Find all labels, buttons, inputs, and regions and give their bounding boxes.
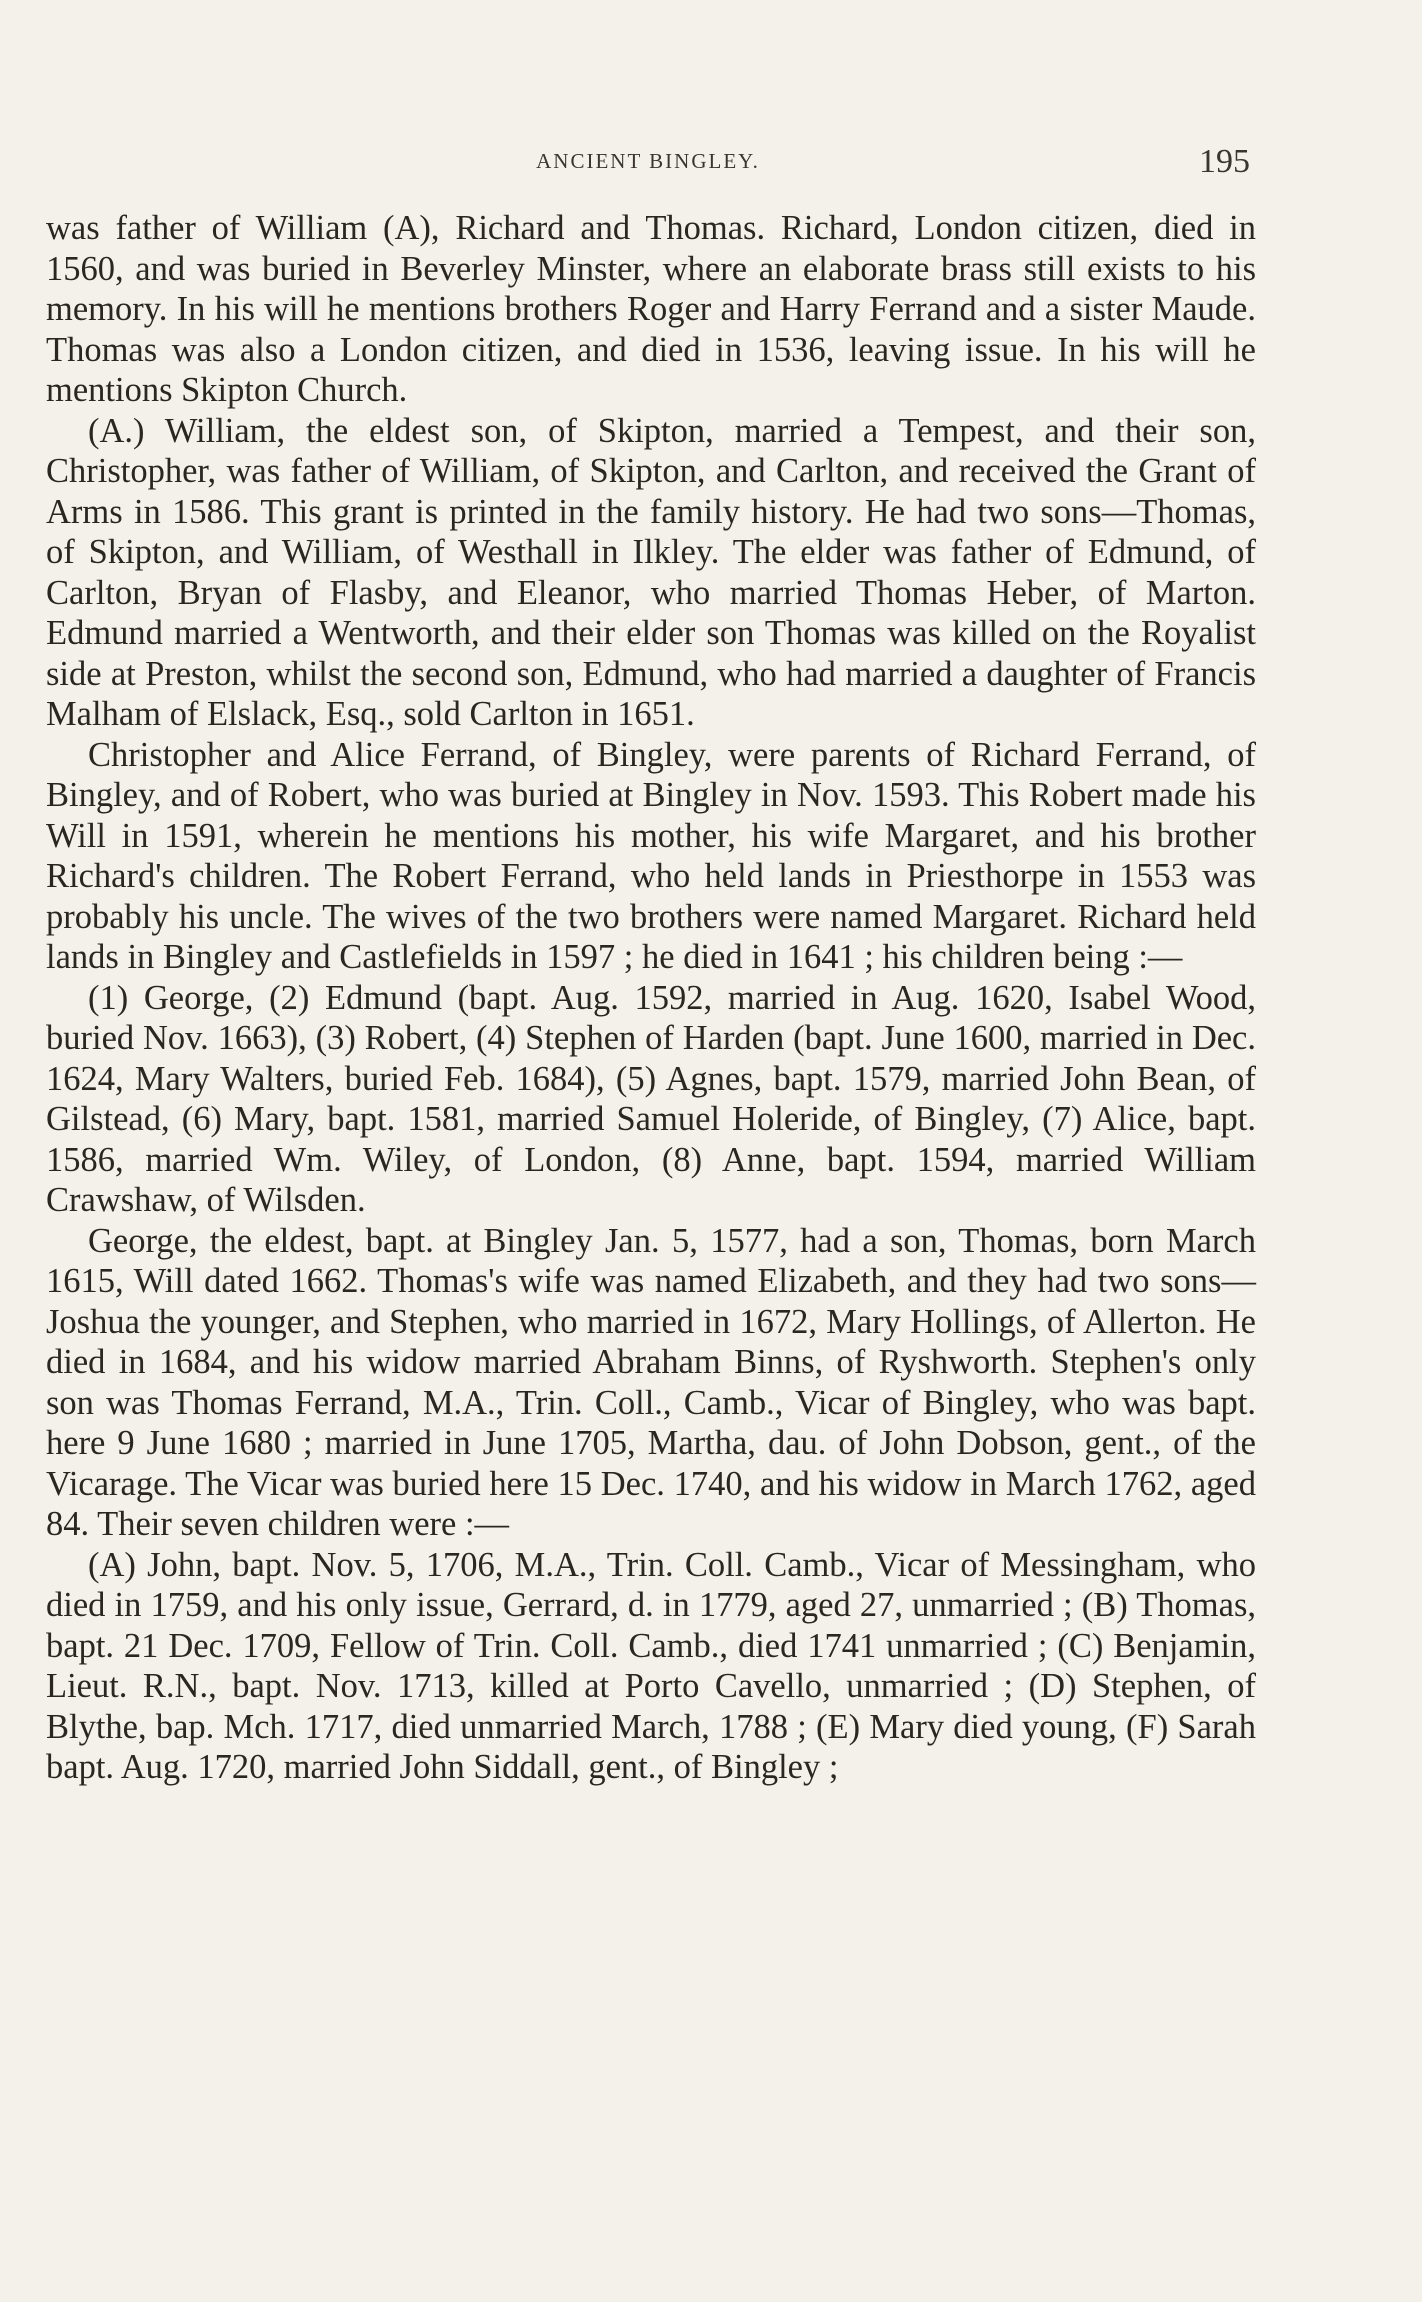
paragraph-seven-children: (A) John, bapt. Nov. 5, 1706, M.A., Trin. Coll. Camb., Vicar of Messingham, who died in 1759, and his only issue, Gerrard, d. in 1779, aged 27, unmarried ; (B) Thomas, bapt. 21 Dec. 1709, Fellow of Trin. Coll. Camb., died 1741 unmarried ; (C) Benjamin, Lieut. R.N., bapt. Nov. 1713, killed at Porto Cavello, unmarried ; (D) Stephen, of Blythe, bap. Mch. 1717, died unmarried March, 1788 ; (E) Mary died young, (F) Sarah bapt. Aug. 1720, married John Siddall, gent., of Bingley ; (46, 1545, 1256, 1786)
text-body (46, 208, 1256, 1788)
paragraph-george-eldest: George, the eldest, bapt. at Bingley Jan. 5, 1577, had a son, Thomas, born March 1615, Will dated 1662. Thomas's wife was named Elizabeth, and they had two sons—Joshua the younger, and Stephen, who married in 1672, Mary Hollings, of Allerton. He died in 1684, and his widow married Abraham Binns, of Ryshworth. Stephen's only son was Thomas Ferrand, M.A., Trin. Coll., Camb., Vicar of Bingley, who was bapt. here 9 June 1680 ; married in June 1705, Martha, dau. of John Dobson, gent., of the Vicarage. The Vicar was buried here 15 Dec. 1740, and his widow in March 1762, aged 84. Their seven children were :— (46, 1221, 1256, 1543)
running-title: ANCIENT BINGLEY. (536, 149, 760, 173)
page-number: 195 (1199, 143, 1250, 180)
paragraph-richard-children: (1) George, (2) Edmund (bapt. Aug. 1592, married in Aug. 1620, Isabel Wood, buried Nov. 1663), (3) Robert, (4) Stephen of Harden (bapt. June 1600, married in Dec. 1624, Mary Walters, buried Feb. 1684), (5) Agnes, bapt. 1579, married John Bean, of Gilstead, (6) Mary, bapt. 1581, married Samuel Holeride, of Bingley, (7) Alice, bapt. 1586, married Wm. Wiley, of London, (8) Anne, bapt. 1594, married William Crawshaw, of Wilsden. (46, 978, 1256, 1219)
paragraph-christopher-alice: Christopher and Alice Ferrand, of Bingley, were parents of Richard Ferrand, of Bingley, and of Robert, who was buried at Bingley in Nov. 1593. This Robert made his Will in 1591, wherein he mentions his mother, his wife Margaret, and his brother Richard's children. The Robert Ferrand, who held lands in Priesthorpe in 1553 was probably his uncle. The wives of the two brothers were named Margaret. Richard held lands in Bingley and Castlefields in 1597 ; he died in 1641 ; his children being :— (46, 735, 1256, 976)
paragraph-william-skipton: (A.) William, the eldest son, of Skipton, married a Tempest, and their son, Christopher, was father of William, of Skipton, and Carlton, and received the Grant of Arms in 1586. This grant is printed in the family history. He had two sons—Thomas, of Skipton, and William, of Westhall in Ilkley. The elder was father of Edmund, of Carlton, Bryan of Flasby, and Eleanor, who married Thomas Heber, of Marton. Edmund married a Wentworth, and their elder son Thomas was killed on the Royalist side at Preston, whilst the second son, Edmund, who had married a daughter of Francis Malham of Elslack, Esq., sold Carlton in 1651. (46, 411, 1256, 733)
paragraph-ferrand-sons: was father of William (A), Richard and Thomas. Richard, London citizen, died in 1560, and was buried in Beverley Minster, where an elaborate brass still exists to his memory. In his will he mentions brothers Roger and Harry Ferrand and a sister Maude. Thomas was also a London citizen, and died in 1536, leaving issue. In his will he mentions Skipton Church. (46, 209, 1256, 409)
running-head (48, 143, 1248, 183)
